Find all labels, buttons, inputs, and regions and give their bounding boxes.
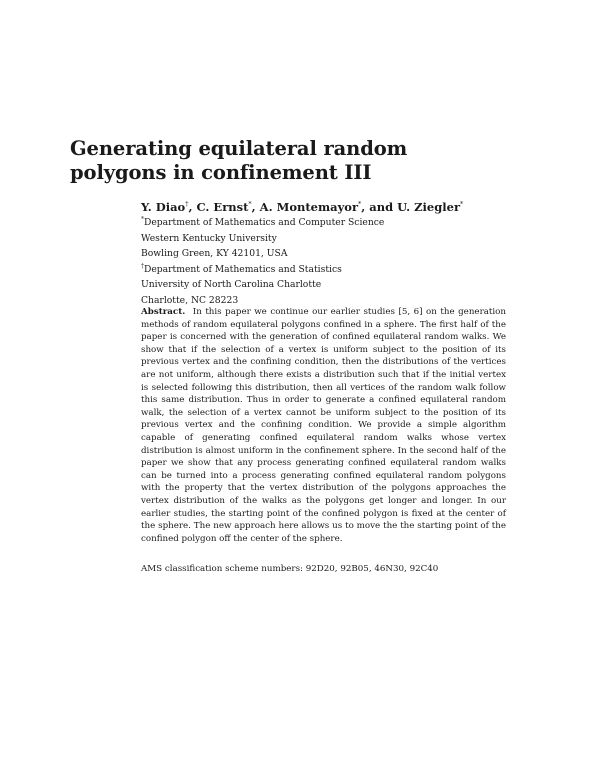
author-list bbox=[141, 197, 463, 215]
paper-title: Generating equilateral random polygons in confinement III bbox=[70, 137, 408, 184]
author: U. Ziegler* bbox=[397, 200, 464, 214]
ams-classification: AMS classification scheme numbers: 92D20, 92B05, 46N30, 92C40 bbox=[141, 564, 439, 574]
affiliation-line: *Department of Mathematics and Computer Science bbox=[141, 216, 385, 228]
affiliation-line: Charlotte, NC 28223 bbox=[141, 294, 239, 306]
author: Y. Diao†, bbox=[141, 200, 197, 214]
abstract-text: In this paper we continue our earlier studies [5, 6] on the generation methods of random equilateral polygons confined in a sphere. The first half of the paper is concerned with the generation of confined equilateral random walks. We show that if the selection of a vertex is uniform subject to the position of its previous vertex and the confining condition, then the distributions of the vertices are not uniform, although there exists a distribution such that if the initial vertex is selected following this distribution, then all vertices of the random walk follow this same distribution. Thus in order to generate a confined equilateral random walk, the selection of a vertex cannot be uniform subject to the position of its previous vertex and the confining condition. We provide a simple algorithm capable of generating confined equilateral random walks whose vertex distribution is almost uniform in the confinement sphere. In the second half of the paper we show that any process generating confined equilateral random walks can be turned into a process generating confined equilateral random polygons with the property that the vertex distribution of the polygons approaches the vertex distribution of the walks as the polygons get longer and longer. In our earlier studies, the starting point of the confined polygon is fixed at the center of the sphere. The new approach here allows us to move the the starting point of the confined polygon off the center of the sphere. bbox=[141, 307, 506, 544]
affiliations bbox=[141, 214, 384, 308]
abstract bbox=[141, 306, 506, 545]
abstract-label: Abstract. bbox=[141, 307, 186, 317]
affiliation-mark: * bbox=[248, 200, 252, 208]
affiliation-mark: * bbox=[358, 200, 362, 208]
affiliation-line: Western Kentucky University bbox=[141, 232, 277, 244]
author: C. Ernst*, bbox=[196, 200, 260, 214]
affiliation-mark: * bbox=[460, 200, 464, 208]
affiliation-line: University of North Carolina Charlotte bbox=[141, 279, 322, 291]
affiliation-mark: † bbox=[185, 200, 189, 208]
affiliation-line: †Department of Mathematics and Statistics bbox=[141, 262, 342, 275]
author: A. Montemayor*, and bbox=[259, 200, 398, 214]
affiliation-line: Bowling Green, KY 42101, USA bbox=[141, 248, 288, 260]
